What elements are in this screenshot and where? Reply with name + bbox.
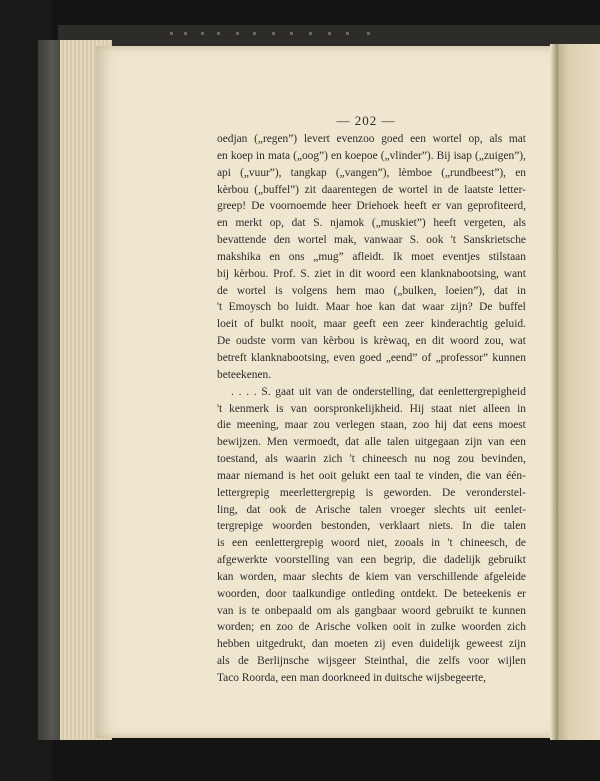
text-line: Taco Roorda, een man doorkneed in duitsche wijsbegeerte, bbox=[217, 672, 487, 684]
text-line: tergrepige woorden bestonden, verklaart niets. In die talen bbox=[217, 520, 526, 533]
text-line: 't Emoysch bo luidt. Maar hoe kan dat waar zijn? De buffel bbox=[217, 301, 526, 314]
text-line: en merkt op, dat S. njamok („muskiet”) heeft vergeten, als bbox=[217, 217, 526, 230]
text-line: die meening, maar zou verlegen staan, zoo hij dat eens moest bbox=[217, 419, 526, 432]
page-text bbox=[217, 131, 526, 687]
text-line: afgewerkte voorstelling van een begrip, die dadelijk gebruikt bbox=[217, 554, 526, 567]
text-line: maar niemand is het ooit gelukt een taal te vinden, die van één- bbox=[217, 469, 526, 482]
text-line: . . . . S. gaat uit van de onderstelling, dat eenlettergrepigheid bbox=[231, 385, 526, 398]
binding-edge-texture bbox=[170, 32, 390, 38]
text-line: van is te onbepaald om als gangbaar woord gebruikt te kunnen bbox=[217, 604, 526, 617]
text-line: als de Berlijnsche wijsgeer Steinthal, die zelfs voor wijlen bbox=[217, 655, 526, 668]
text-line: lettergrepig meerlettergrepig is geworden. De veronderstel- bbox=[217, 486, 526, 499]
text-line: bewijzen. Men vermoedt, dat alle talen uitgegaan zijn van een bbox=[217, 436, 526, 449]
page-gutter bbox=[550, 44, 558, 740]
text-line: toestand, als waarin zich 't chineesch nu nog zou bevinden, bbox=[217, 453, 526, 466]
text-line: is een eenlettergrepig woord niet, zooals in 't chineesch, de bbox=[217, 537, 526, 550]
text-line: hebben uitgedrukt, dan moeten zij even duidelijk geweest zijn bbox=[217, 638, 526, 651]
text-line: en koep in mata („oog”) en koepoe („vlinder”). Bij isap („zuigen”), bbox=[217, 149, 526, 162]
text-line: ling, dat ook de Arische talen vroeger slechts uit eenlet- bbox=[217, 503, 526, 516]
text-line: kan worden, maar slechts de kiem van verschillende afgeleide bbox=[217, 570, 526, 583]
text-line: kèrbou („buffel”) zit daarentegen de wortel in de laatste letter- bbox=[217, 183, 526, 196]
text-line: api („vuur”), tangkap („vangen”), lèmboe („rundbeest”), en bbox=[217, 166, 526, 179]
text-line: de wortel is volgens hem mao („bulken, loeien”), dat in bbox=[217, 284, 526, 297]
text-line: worden; en zoo de Arische volken ooit in zulke woorden zich bbox=[217, 621, 526, 634]
text-line: oedjan („regen”) levert evenzoo goed een wortel op, als mat bbox=[217, 133, 526, 145]
text-line: makshika en ons „mug” afleidt. Ik moet eventjes stilstaan bbox=[217, 250, 526, 263]
text-line: loeit of bulkt nooit, maar geeft een zeer kinderachtig geluid. bbox=[217, 318, 526, 331]
text-line: woorden, door taalkundige ontleding ontdekt. De beteekenis er bbox=[217, 587, 526, 600]
text-line: betreft klanknabootsing, even goed „eend” of „professor” kunnen bbox=[217, 351, 526, 364]
page-number: — 202 — bbox=[336, 113, 396, 128]
text-line: De oudste vorm van kèrbou is krèwaq, en dit woord zou, wat bbox=[217, 335, 526, 348]
text-line: bevattende den wortel mak, vanwaar S. ook 't Sanskrietsche bbox=[217, 234, 526, 247]
text-line: 't kenmerk is van oorspronkelijkheid. Hij staat niet alleen in bbox=[217, 402, 526, 415]
text-line: greep! De voornoemde heer Driehoek heeft er van geprofiteerd, bbox=[217, 200, 526, 213]
facing-page-edge bbox=[556, 44, 600, 740]
text-line: beteekenen. bbox=[217, 368, 272, 381]
text-line: bij kèrbou. Prof. S. ziet in dit woord een klanknabootsing, want bbox=[217, 267, 526, 280]
